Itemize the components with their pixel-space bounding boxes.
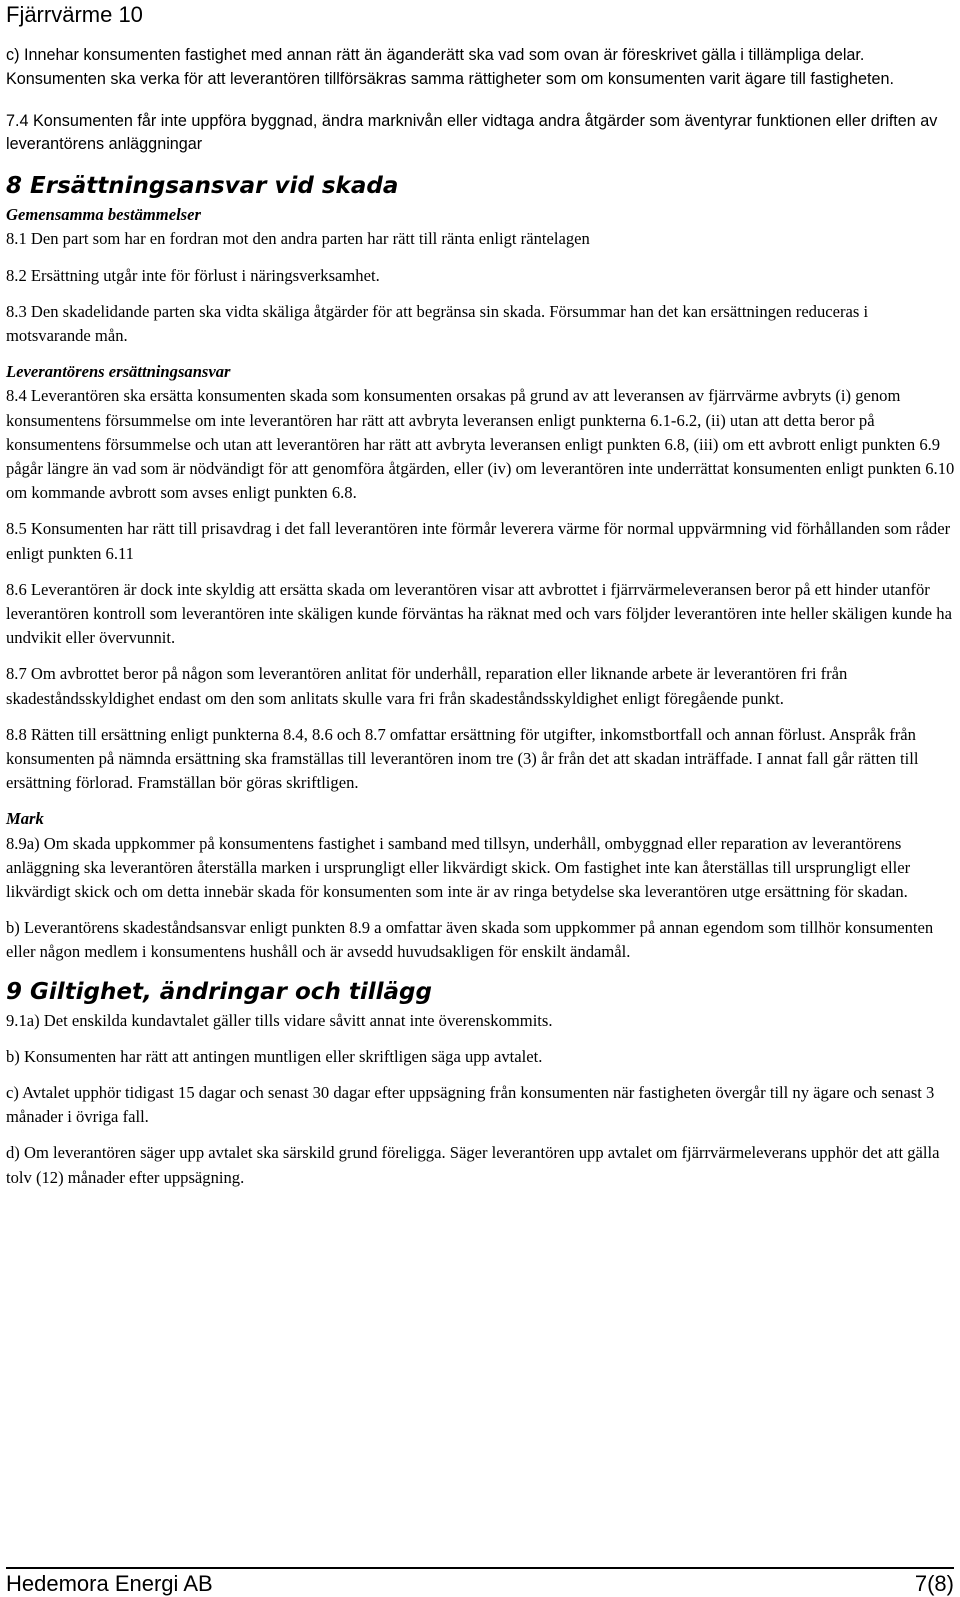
page-footer: [6, 1567, 954, 1597]
paragraph-8-8: 8.8 Rätten till ersättning enligt punkterna 8.4, 8.6 och 8.7 omfattar ersättning för utgifter, inkomstbortfall och annan förlust. Anspråk från konsumenten på nämnda ersättning ska framställas till leverantören inom tre (3) år från det att skadan inträffade. I annat fall går rätten till ersättning förlorad. Framställan bör göras skriftligen.: [6, 724, 919, 793]
paragraph-8-6: 8.6 Leverantören är dock inte skyldig att ersätta skada om leverantören visar att avbrottet i fjärrvärmeleveransen beror på ett hinder utanför leverantören kontroll som leverantören inte skäligen kunde förväntas ha räknat med och vars följder leverantören inte heller skäligen kunde ha undvikit eller övervunnit.: [6, 579, 952, 648]
paragraph-8-7: 8.7 Om avbrottet beror på någon som leverantören anlitat för underhåll, reparation eller liknande arbete är leverantören fri från skadeståndsskyldighet endast om den som anlitats skulle vara fri från skadeståndsskyldighet enligt föregående punkt.: [6, 664, 848, 708]
paragraph-8-9a: 8.9a) Om skada uppkommer på konsumentens fastighet i samband med tillsyn, underhåll, ombyggnad eller reparation av leverantörens anläggning ska leverantören återställa marken i ursprungligt eller likvärdigt skick. Om fastighet inte kan återställas till ursprungligt eller likvärdigt skick och om detta innebär skada för konsumenten som inte är av ringa betydelse ska leverantören utge ersättning för skadan.: [6, 833, 911, 902]
paragraph-7-4: 7.4 Konsumenten får inte uppföra byggnad, ändra marknivån eller vidtaga andra åtgärder som äventyrar funktionen eller driften av leverantörens anläggningar: [6, 111, 938, 154]
paragraph-8-3: 8.3 Den skadelidande parten ska vidta skäliga åtgärder för att begränsa sin skada. Försummar han det kan ersättningen reduceras i motsvarande mån.: [6, 301, 869, 345]
section-heading-8: 8 Ersättningsansvar vid skada: [6, 173, 399, 200]
footer-page-number: 7(8): [914, 1571, 954, 1596]
paragraph-9-1b: b) Konsumenten har rätt att antingen muntligen eller skriftligen säga upp avtalet.: [6, 1046, 543, 1066]
paragraph-8-5: 8.5 Konsumenten har rätt till prisavdrag i det fall leverantören inte förmår leverera värme för normal uppvärmning vid förhållanden som råder enligt punkten 6.11: [6, 519, 951, 563]
subheading-supplier-liability: Leverantörens ersättningsansvar: [6, 362, 231, 382]
paragraph-9-1c: c) Avtalet upphör tidigast 15 dagar och senast 30 dagar efter uppsägning från konsumenten när fastigheten övergår till ny ägare och senast 3 månader i övriga fall.: [6, 1083, 935, 1127]
section-heading-9: 9 Giltighet, ändringar och tillägg: [6, 978, 432, 1005]
paragraph-8-9b: b) Leverantörens skadeståndsansvar enligt punkten 8.9 a omfattar även skada som uppkommer på annan egendom som tillhör konsumenten eller någon medlem i konsumentens hushåll och är avsedd huvudsakligen för enskilt ändamål.: [6, 918, 934, 962]
footer-company: Hedemora Energi AB: [6, 1571, 213, 1596]
paragraph-8-1: 8.1 Den part som har en fordran mot den andra parten har rätt till ränta enligt räntelagen: [6, 229, 590, 249]
paragraph-8-4: 8.4 Leverantören ska ersätta konsumenten skada som konsumenten orsakas på grund av att leveransen av fjärrvärme avbryts (i) genom konsumentens försummelse om inte leverantören har rätt att avbryta leveransen enligt punkterna 6.1-6.2, (ii) utan att detta beror på konsumentens försummelse och utan att leverantören har rätt att avbryta leveransen enligt punkten 6.8, (iii) om ett avbrott enligt punkten 6.9 pågår längre än vad som är nödvändigt för att genomföra åtgärden, eller (iv) om leverantören inte underrättat konsumenten enligt punkten 6.10 om kommande avbrott som avses enligt punkten 6.8.: [6, 386, 955, 503]
subheading-land: Mark: [6, 809, 44, 829]
paragraph-7-3c: c) Innehar konsumenten fastighet med annan rätt än äganderätt ska vad som ovan är föreskrivet gälla i tillämpliga delar. Konsumenten ska verka för att leverantören tillförsäkras samma rättigheter som om konsumenten varit ägare till fastigheten.: [6, 46, 895, 88]
subheading-common-provisions: Gemensamma bestämmelser: [6, 205, 201, 225]
document-body: [6, 44, 956, 1190]
paragraph-9-1a: 9.1a) Det enskilda kundavtalet gäller tills vidare såvitt annat inte överenskommits.: [6, 1010, 553, 1030]
paragraph-8-2: 8.2 Ersättning utgår inte för förlust i näringsverksamhet.: [6, 265, 380, 285]
paragraph-9-1d: d) Om leverantören säger upp avtalet ska särskild grund föreligga. Säger leverantören upp avtalet om fjärrvärmeleverans upphör det att gälla tolv (12) månader efter uppsägning.: [6, 1143, 940, 1187]
page-header: Fjärrvärme 10: [6, 2, 143, 27]
